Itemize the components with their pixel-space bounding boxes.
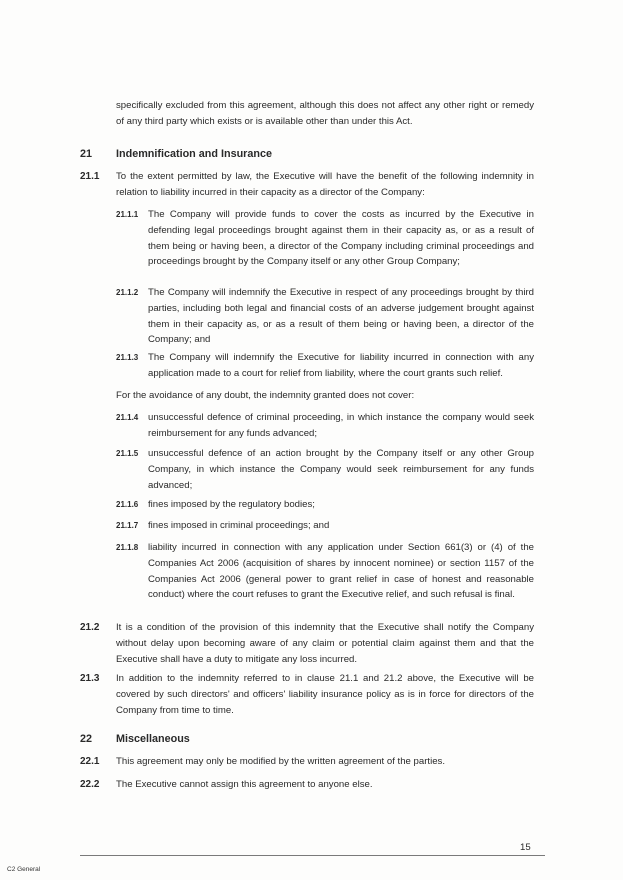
clause-21-1-5-text: unsuccessful defence of an action brought by the Company itself or any other Group Company, in which instance the Company would seek reimbursement for any funds advanced; — [148, 448, 534, 491]
clause-21-3-text: In addition to the indemnity referred to in clause 21.1 and 21.2 above, the Executive will be covered by such directors' and officers' liability insurance policy as is in force for directors of the Company from time to time. — [116, 673, 534, 716]
intro-paragraph: specifically excluded from this agreement, although this does not affect any other right or remedy of any third party which exists or is available other than under this Act. — [116, 100, 534, 127]
clause-22-1-text: This agreement may only be modified by the written agreement of the parties. — [116, 756, 446, 767]
clause-21-1-6-text: fines imposed by the regulatory bodies; — [148, 499, 315, 510]
section-21-title: Indemnification and Insurance — [116, 148, 272, 160]
clause-21-1-8-number: 21.1.8 — [116, 543, 139, 552]
section-21-number: 21 — [80, 148, 93, 160]
clause-21-2-number: 21.2 — [80, 622, 100, 633]
section-22-title: Miscellaneous — [116, 733, 190, 745]
clause-21-1-5-number: 21.1.5 — [116, 449, 139, 458]
clause-21-1-1-number: 21.1.1 — [116, 210, 139, 219]
clause-22-1-number: 22.1 — [80, 756, 100, 767]
clause-21-1-8-text: liability incurred in connection with any application under Section 661(3) or (4) of the Companies Act 2006 (acquisition of shares by innocent nominee) or section 1157 of the Companies Act 2006 (general power to grant relief in case of honest and reasonable conduct) where the court refuses to grant the Executive relief, and such refusal is final. — [148, 542, 534, 601]
clause-21-1-2-number: 21.1.2 — [116, 288, 139, 297]
clause-21-1-3-number: 21.1.3 — [116, 353, 139, 362]
page-number: 15 — [520, 842, 531, 853]
clause-21-3-number: 21.3 — [80, 673, 100, 684]
section-22-number: 22 — [80, 733, 93, 745]
clause-21-2-text: It is a condition of the provision of this indemnity that the Executive shall notify the Company without delay upon becoming aware of any claim or potential claim against them and that the Executive shall have a duty to mitigate any loss incurred. — [116, 622, 534, 665]
clause-21-1-7-number: 21.1.7 — [116, 521, 139, 530]
clause-21-1-6-number: 21.1.6 — [116, 500, 139, 509]
clause-21-1-3-text: The Company will indemnify the Executive for liability incurred in connection with any application made to a court for relief from liability, where the court grants such relief. — [148, 352, 534, 379]
footer-divider — [80, 855, 545, 856]
clause-21-1-1-text: The Company will provide funds to cover the costs as incurred by the Executive in defending legal proceedings brought against them in their capacity as, or as a result of them being or having been, a director of the Company including criminal proceedings and proceedings brought by the Company itself or any other Group Company; — [148, 209, 534, 268]
clause-21-1-4-number: 21.1.4 — [116, 413, 139, 422]
clause-21-1-4-text: unsuccessful defence of criminal proceeding, in which instance the company would seek reimbursement for any funds advanced; — [148, 412, 534, 439]
classification-label: C2 General — [7, 866, 41, 873]
clause-21-1-2-text: The Company will indemnify the Executive in respect of any proceedings brought by third parties, including both legal and financial costs of an adverse judgement brought against them in their capacity as, or as a result of them being or having been, a director of the Company; and — [148, 287, 534, 346]
avoidance-paragraph: For the avoidance of any doubt, the indemnity granted does not cover: — [116, 390, 415, 401]
clause-21-1-number: 21.1 — [80, 171, 100, 182]
clause-22-2-text: The Executive cannot assign this agreement to anyone else. — [116, 779, 373, 790]
clause-21-1-text: To the extent permitted by law, the Executive will have the benefit of the following indemnity in relation to liability incurred in their capacity as a director of the Company: — [116, 171, 534, 198]
clause-22-2-number: 22.2 — [80, 779, 100, 790]
clause-21-1-7-text: fines imposed in criminal proceedings; and — [148, 520, 330, 531]
